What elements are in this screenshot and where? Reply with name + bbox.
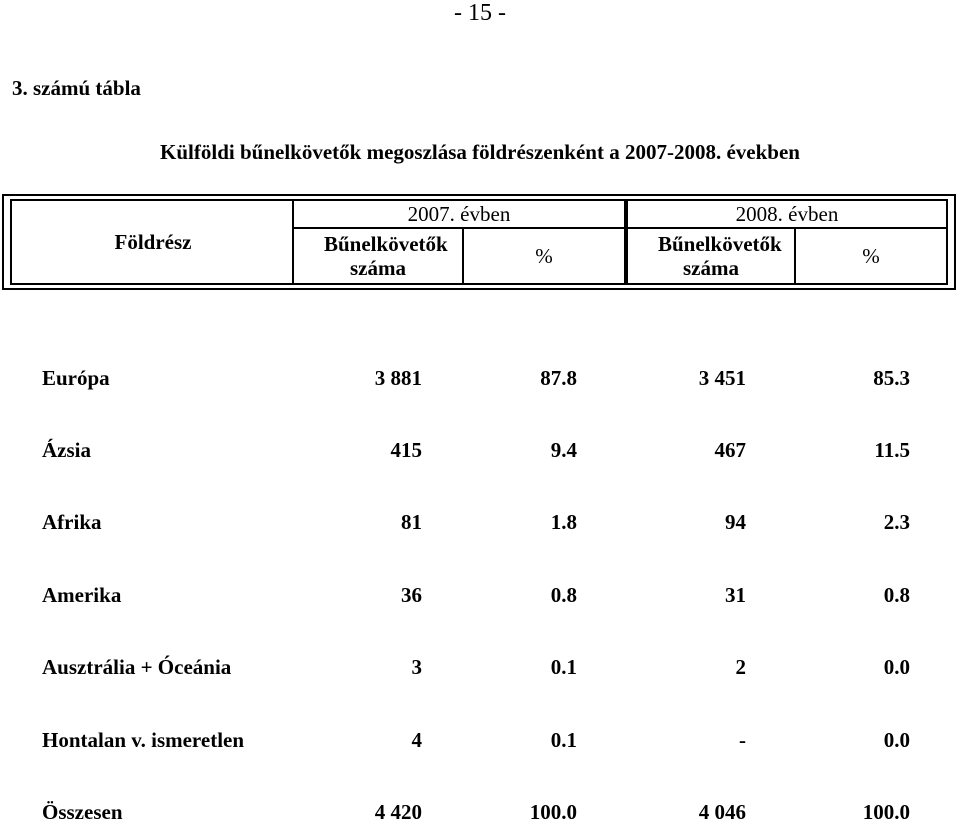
percent-2007-cell: 0.1 [550, 728, 577, 752]
percent-2008-cell: 0.0 [883, 728, 910, 752]
count-2008-cell: 94 [725, 510, 746, 534]
header-year-2008-cell [626, 199, 948, 229]
percent-2008-cell: 0.0 [883, 655, 910, 679]
region-cell: Afrika [42, 510, 102, 534]
count-2007-cell: 4 [411, 728, 422, 752]
table-title: Külföldi bűnelkövetők megoszlása földrészenként a 2007-2008. években [160, 140, 800, 164]
header-count-2007-cell [292, 227, 464, 285]
header-count-2007: Bűnelkövetők száma [324, 232, 448, 280]
table-row [0, 510, 960, 538]
table-row [0, 800, 960, 828]
percent-2008-cell: 0.8 [883, 583, 910, 607]
region-cell: Európa [42, 366, 110, 390]
region-cell: Ázsia [42, 438, 91, 462]
region-cell: Ausztrália + Óceánia [42, 655, 232, 679]
region-cell: Összesen [42, 800, 123, 824]
header-year-2007-cell [292, 199, 626, 229]
count-2007-cell: 36 [401, 583, 422, 607]
header-percent-2007-cell [462, 227, 626, 285]
table-header-inner [10, 199, 948, 285]
count-2008-cell: 31 [725, 583, 746, 607]
region-cell: Amerika [42, 583, 122, 607]
table-row [0, 728, 960, 756]
percent-2007-cell: 1.8 [550, 510, 577, 534]
percent-2007-cell: 9.4 [550, 438, 577, 462]
header-count-2008: Bűnelkövetők száma [658, 232, 782, 280]
page-number: - 15 - [454, 0, 506, 26]
header-region-cell [12, 201, 294, 283]
count-2007-cell: 415 [390, 438, 422, 462]
table-row [0, 438, 960, 466]
percent-2008-cell: 100.0 [862, 800, 910, 824]
header-year-2008: 2008. évben [735, 202, 839, 226]
table-header [2, 194, 956, 290]
count-2008-cell: 4 046 [698, 800, 746, 824]
percent-2007-cell: 100.0 [529, 800, 577, 824]
count-2007-cell: 3 [411, 655, 422, 679]
header-count-2008-cell [626, 227, 796, 285]
header-percent-2008: % [862, 244, 880, 268]
count-2008-cell: 467 [714, 438, 746, 462]
count-2008-cell: 3 451 [698, 366, 746, 390]
header-percent-2008-cell [794, 227, 948, 285]
percent-2007-cell: 0.8 [550, 583, 577, 607]
count-2007-cell: 4 420 [374, 800, 422, 824]
percent-2007-cell: 0.1 [550, 655, 577, 679]
region-cell: Hontalan v. ismeretlen [42, 728, 245, 752]
percent-2007-cell: 87.8 [540, 366, 577, 390]
percent-2008-cell: 2.3 [883, 510, 910, 534]
header-year-2007: 2007. évben [407, 202, 511, 226]
count-2008-cell: 2 [735, 655, 746, 679]
table-row [0, 583, 960, 611]
header-percent-2007: % [535, 244, 553, 268]
percent-2008-cell: 11.5 [874, 438, 910, 462]
percent-2008-cell: 85.3 [873, 366, 910, 390]
table-row [0, 366, 960, 394]
table-row [0, 655, 960, 683]
table-label: 3. számú tábla [12, 76, 141, 100]
count-2007-cell: 81 [401, 510, 422, 534]
count-2008-cell: - [739, 728, 746, 752]
header-region: Földrész [114, 230, 192, 254]
count-2007-cell: 3 881 [374, 366, 422, 390]
